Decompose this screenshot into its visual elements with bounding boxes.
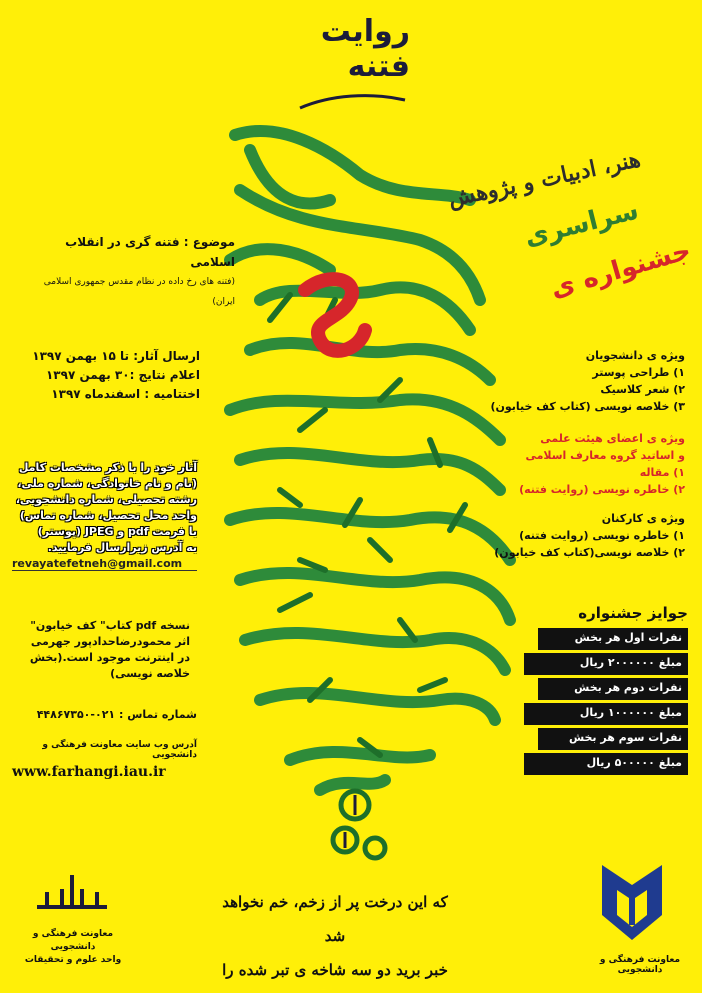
- prizes-title: جوایز جشنواره: [538, 602, 688, 628]
- category-item: ۱) خاطره نویسی (روایت فتنه): [519, 529, 685, 542]
- instruction-line: (نام و نام خانوادگی، شماره ملی،: [17, 477, 197, 490]
- note-line: در اینترنت موجود است.(بخش: [29, 651, 190, 664]
- category-staff: [485, 510, 685, 561]
- prize-row: مبلغ ۵۰۰۰۰۰ ریال: [524, 753, 688, 775]
- prize-row: نفرات دوم هر بخش: [538, 678, 688, 700]
- closing-date: اختتامیه : اسفندماه ۱۳۹۷: [51, 387, 200, 401]
- poem-line: که این درخت پر از زخم، خم نخواهد شد: [222, 893, 448, 945]
- left-logo-caption: [18, 928, 128, 967]
- instruction-line: با فرمت pdf و JPEG (پوستر): [37, 525, 197, 538]
- festival-title: روایت فتنه: [320, 14, 410, 84]
- category-faculty: [485, 430, 685, 498]
- pdf-note: [20, 618, 190, 682]
- contact-phone: شماره تماس : ۰۲۱-۴۴۸۶۷۳۵۰: [36, 708, 197, 721]
- prize-row: مبلغ ۲۰۰۰۰۰۰ ریال: [524, 653, 688, 675]
- dates-block: [20, 347, 200, 404]
- website-link[interactable]: www.farhangi.iau.ir: [12, 764, 166, 780]
- logo-caption-line: معاونت فرهنگی و دانشجویی: [32, 929, 114, 952]
- prize-row: مبلغ ۱۰۰۰۰۰۰ ریال: [524, 703, 688, 725]
- subject-block: [20, 232, 235, 312]
- instruction-line: به آدرس زیرارسال فرمایید.: [47, 541, 197, 554]
- category-title: ویژه ی دانشجویان: [585, 349, 685, 362]
- category-students: [485, 347, 685, 415]
- instruction-line: واحد محل تحصیل، شماره تماس): [19, 509, 197, 522]
- subject-detail: (فتنه های رخ داده در نظام مقدس جمهوری اسلامی ایران): [43, 277, 235, 307]
- note-line: نسخه pdf کتاب" کف خیابون": [30, 619, 190, 632]
- festival-subtitle: هنر، ادبیات و پژوهش: [445, 146, 643, 213]
- research-branch-logo-icon: [32, 867, 112, 917]
- category-item: ۲) خاطره نویسی (روایت فتنه): [519, 483, 685, 496]
- note-line: اثر محمودرضاحدادپور جهرمی: [30, 635, 190, 648]
- poem-line: خبر برید دو سه شاخه ی تبر شده را: [222, 961, 448, 979]
- category-title-cont: و اساتید گروه معارف اسلامی: [525, 449, 685, 462]
- prize-row: نفرات اول هر بخش: [538, 628, 688, 650]
- prizes-panel: [538, 602, 688, 778]
- note-line: خلاصه نویسی): [110, 667, 190, 680]
- category-item: ۱) مقاله: [639, 466, 685, 479]
- poem-quote: [215, 885, 455, 987]
- email-link[interactable]: revayatefetneh@gmail.com: [12, 557, 197, 571]
- category-item: ۱) طراحی پوستر: [592, 366, 685, 379]
- category-title: ویژه ی کارکنان: [601, 512, 685, 525]
- category-title: ویژه ی اعضای هیئت علمی: [540, 432, 685, 445]
- azad-university-logo-icon: [592, 855, 672, 950]
- subject-line: موضوع : فتنه گری در انقلاب اسلامی: [65, 235, 235, 269]
- website-label: آدرس وب سایت معاونت فرهنگی و دانشجویی: [42, 740, 197, 760]
- category-item: ۲) شعر کلاسیک: [600, 383, 685, 396]
- prize-row: نفرات سوم هر بخش: [538, 728, 688, 750]
- submission-instructions: [12, 460, 197, 556]
- results-date: اعلام نتایج :۳۰ بهمن ۱۳۹۷: [45, 368, 200, 382]
- submission-deadline: ارسال آثار: تا ۱۵ بهمن ۱۳۹۷: [32, 349, 200, 363]
- category-item: ۲) خلاصه نویسی(کتاب کف خیابون): [494, 546, 685, 559]
- festival-label: جشنواره ی: [547, 235, 695, 305]
- instruction-line: رشته تحصیلی، شماره دانشجویی،: [15, 493, 197, 506]
- category-item: ۳) خلاصه نویسی (کتاب کف خیابون): [490, 400, 685, 413]
- right-logo-caption: معاونت فرهنگی و دانشجویی: [599, 955, 681, 975]
- festival-scope: سراسری: [521, 195, 642, 253]
- logo-caption-line: واحد علوم و تحقیقات: [24, 955, 122, 965]
- instruction-line: آثار خود را با ذکر مشخصات کامل: [18, 461, 197, 474]
